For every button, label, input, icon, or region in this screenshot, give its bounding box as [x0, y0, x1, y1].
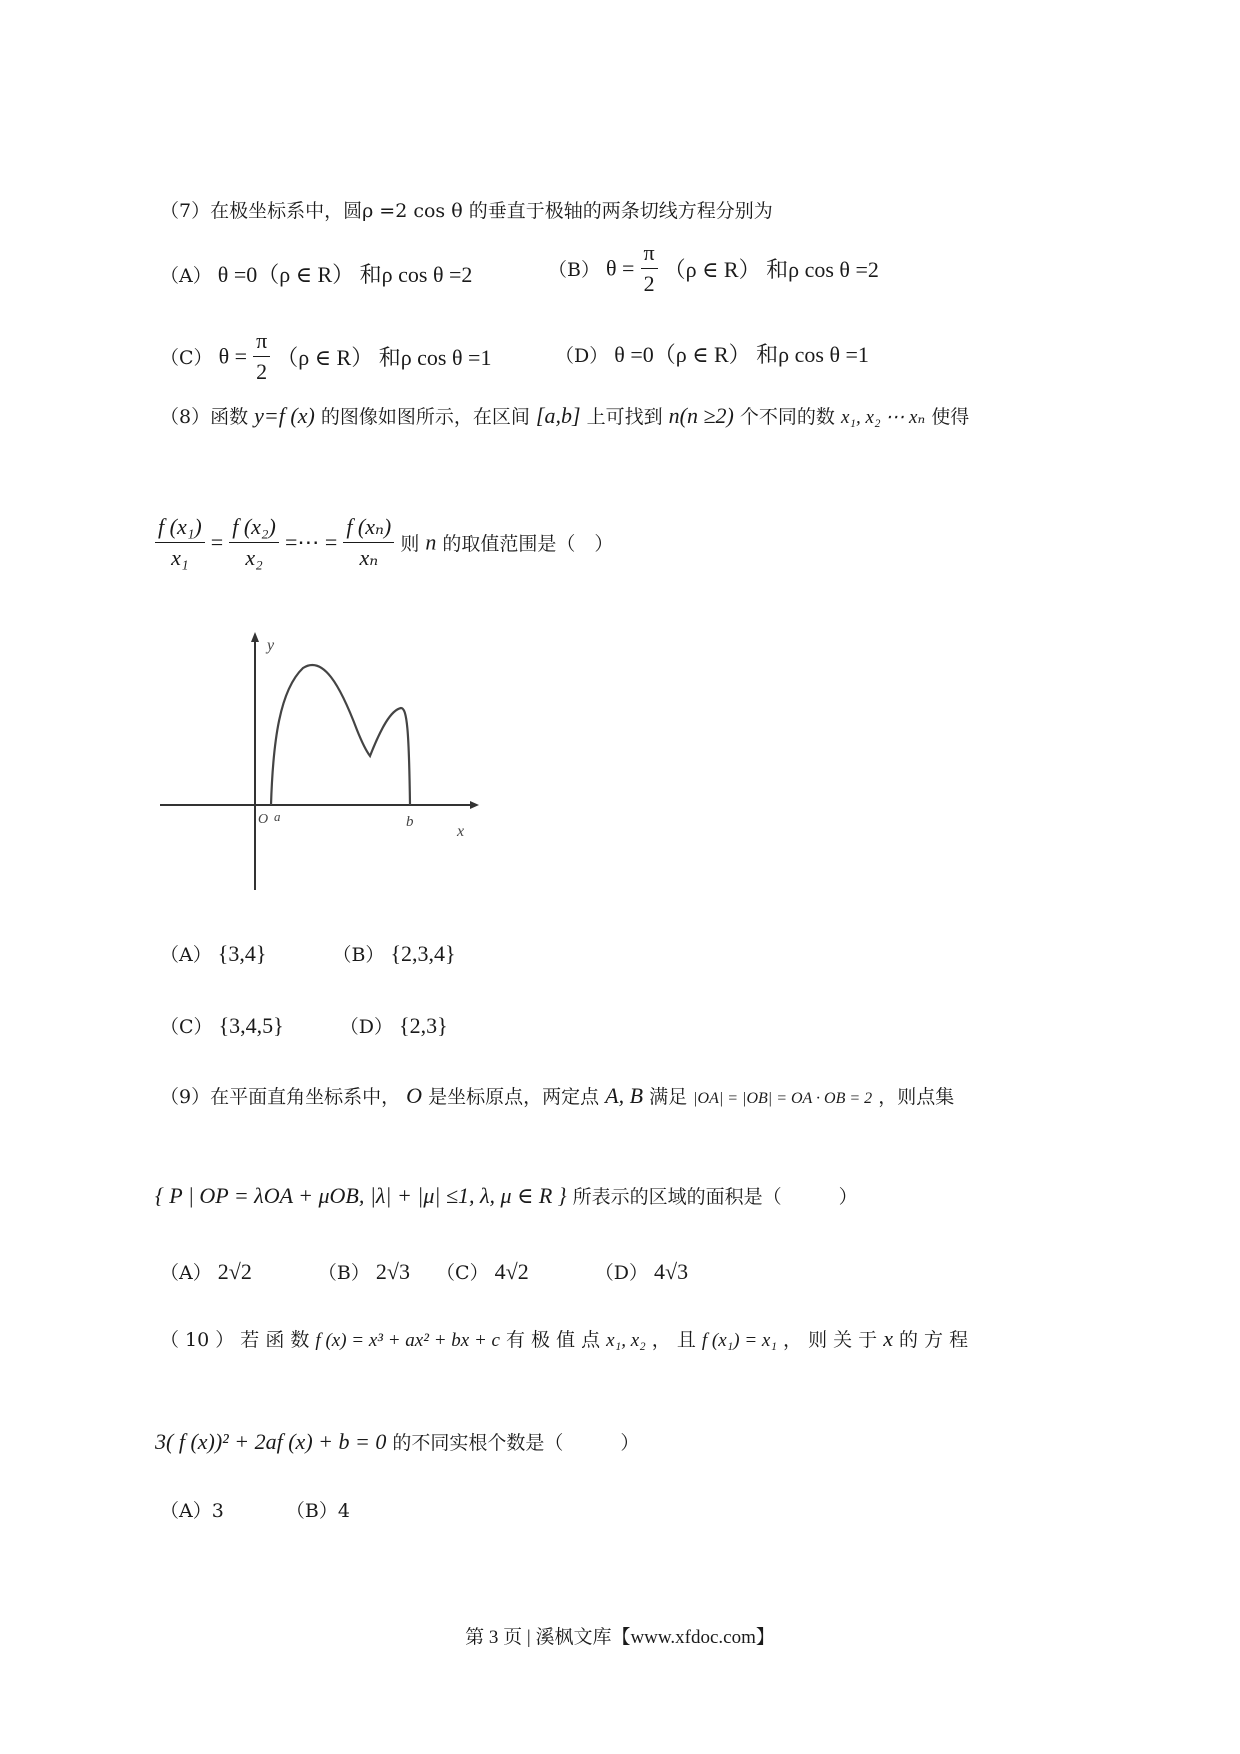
q10-stem-mid: 有 极 值 点 [506, 1329, 601, 1351]
graph-origin-label: O [258, 812, 269, 827]
graph-y-label: y [267, 637, 275, 654]
q9-option-a-label: （A） [160, 1262, 212, 1284]
q8-ratio-2-den: x₂ [245, 545, 263, 570]
q10-stem-end: 的 方 程 [899, 1329, 969, 1351]
q7-option-d-label: （D） [555, 345, 609, 367]
q9-stem-o: O [406, 1083, 423, 1108]
q7-option-b-left: θ = [606, 255, 635, 281]
q8-equals: = [210, 529, 224, 555]
q9-option-d-label: （D） [594, 1262, 648, 1284]
q8-option-a-label: （A） [160, 944, 212, 966]
q8-stem-mid3: 个不同的数 [739, 406, 835, 428]
q9-stem-cond: |OA| = |OB| = OA · OB = 2 [693, 1090, 873, 1107]
q7-option-b-right: （ρ ∈ R） 和ρ cos θ =2 [663, 257, 879, 282]
q8-stem-xs: x₁, x₂ ⋯ xₙ [840, 407, 926, 428]
q8-ratio-1-den: x₁ [171, 545, 189, 570]
q10-eq-tail: 的不同实根个数是（ ） [392, 1432, 640, 1454]
page-footer: 第 3 页 | 溪枫文库【www.xfdoc.com】 [465, 1627, 775, 1648]
q9-stem-mid2: 满足 [649, 1086, 688, 1108]
q8-stem [160, 402, 969, 429]
q8-stem-mid2: 上可找到 [586, 406, 663, 428]
q10-equation-line [155, 1428, 639, 1455]
q7-option-b-label: （B） [548, 259, 600, 281]
q10-stem-prefix: （ 10 ） 若 函 数 [160, 1329, 310, 1351]
q8-options-row1 [160, 940, 456, 967]
q8-ratio-1-num: f (x₁) [155, 514, 205, 543]
q8-ratio-2 [229, 514, 279, 571]
q7-option-d-text: θ =0（ρ ∈ R） 和ρ cos θ =1 [614, 342, 869, 367]
q8-ratio-dots: =⋯ = [284, 529, 338, 555]
q7-option-d [555, 338, 869, 369]
q10-stem-x: x [883, 1326, 893, 1351]
q10-option-a: （A）3 [160, 1500, 224, 1522]
q8-ratio-tail: 则 [400, 533, 420, 555]
q10-stem-mid2: ， 且 [651, 1329, 696, 1351]
q7-option-c-frac-den: 2 [256, 359, 268, 384]
q8-option-b: {2,3,4} [390, 941, 456, 966]
q7-option-a-label: （A） [160, 265, 212, 287]
q9-stem-mid: 是坐标原点，两定点 [428, 1086, 600, 1108]
q9-set-line [155, 1182, 858, 1209]
q8-ratio-n-num: f (xₙ) [343, 514, 394, 543]
q8-ratio-1 [155, 514, 205, 571]
q7-option-c-right: （ρ ∈ R） 和ρ cos θ =1 [276, 345, 492, 370]
q8-stem-end: 使得 [931, 406, 970, 428]
q8-option-c: {3,4,5} [218, 1013, 284, 1038]
q7-option-b-frac-num: π [641, 240, 658, 269]
q9-option-a: 2√2 [217, 1259, 252, 1284]
q8-stem-interval: [a,b] [535, 403, 581, 428]
q8-option-d-label: （D） [339, 1016, 393, 1038]
q9-option-b-label: （B） [317, 1262, 370, 1284]
q8-stem-mid: 的图像如图所示，在区间 [320, 406, 530, 428]
q8-option-d: {2,3} [399, 1013, 448, 1038]
q7-option-b-frac-den: 2 [643, 271, 655, 296]
q10-option-b: （B）4 [285, 1500, 350, 1522]
q9-option-d: 4√3 [654, 1259, 689, 1284]
q8-stem-prefix: （8）函数 [160, 406, 249, 428]
q10-stem-mid3: ， 则 关 于 [783, 1329, 878, 1351]
q9-stem-prefix: （9）在平面直角坐标系中， [160, 1086, 401, 1108]
q7-option-c-frac-num: π [253, 328, 270, 357]
q9-set-tail: 所表示的区域的面积是（ ） [572, 1186, 858, 1208]
q7-option-b [548, 240, 879, 297]
q7-stem: （7）在极坐标系中，圆ρ =2 cos θ 的垂直于极轴的两条切线方程分别为 [160, 200, 773, 222]
q10-options [160, 1496, 350, 1523]
q8-ratio-n-var: n [425, 529, 437, 555]
q9-stem [160, 1082, 954, 1109]
q9-options [160, 1258, 688, 1285]
q7-option-c [160, 328, 491, 385]
q8-ratio-n-den: xₙ [359, 545, 379, 570]
q8-option-a: {3,4} [217, 941, 267, 966]
q7-option-c-left: θ = [218, 343, 248, 369]
q7-option-a-text: θ =0（ρ ∈ R） 和ρ cos θ =2 [217, 262, 473, 287]
q9-option-c: 4√2 [494, 1259, 529, 1284]
q10-stem-cond: f (x₁) = x₁ [701, 1330, 777, 1351]
q8-function-graph [155, 620, 485, 900]
q8-option-c-label: （C） [160, 1016, 213, 1038]
q8-option-b-label: （B） [332, 944, 385, 966]
q8-ratio-2-num: f (x₂) [229, 514, 279, 543]
q8-ratio-line [155, 514, 613, 571]
q10-stem [160, 1325, 968, 1352]
q9-option-c-label: （C） [436, 1262, 489, 1284]
q7-option-c-fraction [253, 328, 270, 385]
q8-stem-func: y=f (x) [254, 403, 315, 428]
q8-ratio-tail2: 的取值范围是（ ） [442, 533, 614, 555]
q10-stem-pts: x₁, x₂ [606, 1330, 646, 1351]
q7-option-b-fraction [641, 240, 658, 297]
graph-x-label: x [457, 823, 465, 840]
q9-option-b: 2√3 [375, 1259, 410, 1284]
q9-set: { P | OP = λOA + μOB, |λ| + |μ| ≤1, λ, μ ∈ R } [155, 1183, 567, 1208]
function-curve [271, 665, 410, 805]
q7-option-a [160, 258, 472, 289]
q9-stem-end: ，则点集 [878, 1086, 955, 1108]
x-axis-arrow-icon [470, 801, 479, 809]
q8-ratio-n [343, 514, 394, 571]
q10-equation: 3( f (x))² + 2af (x) + b = 0 [155, 1429, 387, 1454]
q10-stem-func: f (x) = x³ + ax² + bx + c [315, 1330, 500, 1351]
q7-option-c-label: （C） [160, 347, 213, 369]
y-axis-arrow-icon [251, 632, 259, 642]
graph-b-label: b [406, 814, 414, 830]
q9-stem-ab: A, B [605, 1083, 644, 1108]
q8-options-row2 [160, 1012, 448, 1039]
graph-a-label: a [274, 809, 281, 824]
q8-stem-n: n(n ≥2) [668, 403, 734, 428]
